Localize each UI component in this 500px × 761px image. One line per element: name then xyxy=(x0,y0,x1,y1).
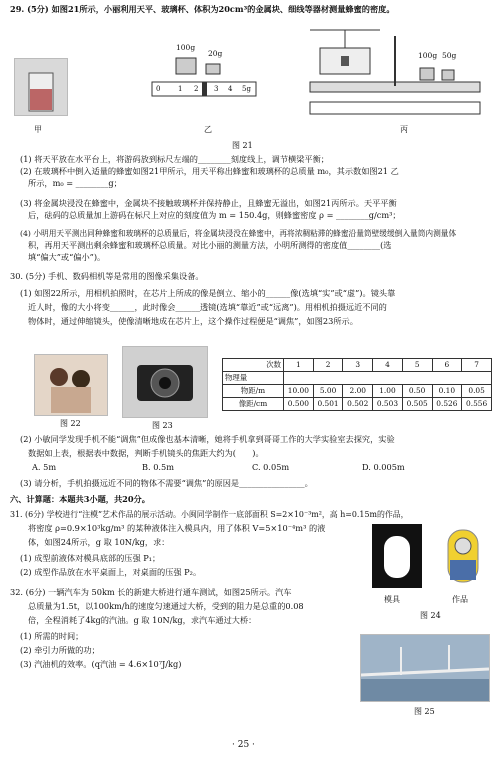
q30-line-2: 近人时，像的大小将变______，此时像会______透镜(选填“靠近”或“远离”)。用相机拍摄远近不同的 xyxy=(28,302,387,312)
figure-21c-balance-immersed xyxy=(300,26,482,124)
q31-line-1: 31. (6分) 学校进行“注模”艺术作品的展示活动。小闽同学制作一底部面积 S=2×10⁻³m²，高 h=0.15m的作品， xyxy=(10,510,409,519)
honey-glass-icon xyxy=(15,59,67,115)
table-cell: 1.00 xyxy=(373,385,403,398)
table-cell: 0.503 xyxy=(373,398,403,411)
scale-tick-0: 0 xyxy=(156,85,161,93)
q29-line-3: 所示，m₀ = ________g； xyxy=(28,178,122,188)
table-cell: 10.00 xyxy=(284,385,314,398)
figure-24-mold xyxy=(372,524,422,588)
table-header: 7 xyxy=(462,359,492,372)
figure-21a-label: 甲 xyxy=(34,125,42,134)
q30-option-a: A. 5m xyxy=(32,462,57,472)
q32-line-1: 32. (6分) 一辆汽车为 50km 长的新建大桥进行通车测试，如图25所示。汽车 xyxy=(10,587,292,597)
q30-line-3: 物体时，通过伸缩镜头，使像清晰地成在芯片上，这个操作过程便是“调焦”，如图23所示。 xyxy=(28,316,358,326)
scale-tick-5: 5g xyxy=(242,85,251,93)
table-header: 2 xyxy=(313,359,343,372)
q32-line-6: (3) 汽油机的效率。(q汽油 = 4.6×10⁷J/kg) xyxy=(20,659,182,669)
q30-option-b: B. 0.5m xyxy=(142,462,175,472)
figure-25-bridge-photo xyxy=(360,634,490,702)
table-row xyxy=(223,398,492,411)
table-header: 3 xyxy=(343,359,373,372)
figure-21b-balance-reading xyxy=(148,40,260,106)
weight-20g-label: 20g xyxy=(208,49,223,58)
table-cell: 0.05 xyxy=(462,385,492,398)
q31-line-3: 体，如图24所示，g 取 10N/kg，求： xyxy=(28,537,170,547)
focus-data-table xyxy=(222,358,492,411)
weight-100g-label-c: 100g xyxy=(418,51,438,60)
table-corner-top: 次数 xyxy=(266,360,281,370)
q29-line-8: 填“偏大”或“偏小”)。 xyxy=(28,252,106,262)
q31-line-5: (2) 成型作品放在水平桌面上，对桌面的压强 P₂。 xyxy=(20,567,202,577)
table-cell: 0.526 xyxy=(432,398,462,411)
q29-line-5: 后，砝码的总质量加上游码在标尺上对应的刻度值为 m = 150.4g，则蜂蜜密度 ρ = ________g/cm³； xyxy=(28,210,401,220)
page-number: · 25 · xyxy=(232,740,255,750)
table-cell: 0.500 xyxy=(284,398,314,411)
q29-stem: 29. (5分) 如图21所示，小丽利用天平、玻璃杯、体积为20cm³的金属块、细线等器材测量蜂蜜的密度。 xyxy=(10,4,395,14)
figure-21a-honey-glass xyxy=(14,58,68,116)
table-header: 1 xyxy=(284,359,314,372)
figure-24-work xyxy=(440,524,486,588)
weight-50g-label-c: 50g xyxy=(442,51,457,60)
q32-line-5: (2) 牵引力所做的功； xyxy=(20,645,100,655)
q29-line-4: (3) 将金属块浸没在蜂蜜中，金属块不接触玻璃杯并保持静止，且蜂蜜无溢出，如图21丙所示。天平平衡 xyxy=(20,198,397,208)
q30-stem: 30. (5分) 手机、数码相机等是常用的图像采集设备。 xyxy=(10,271,204,281)
weight-100g-label: 100g xyxy=(176,43,196,52)
table-cell: 0.501 xyxy=(313,398,343,411)
figure-23-camera-photo xyxy=(122,346,208,418)
section-6-heading: 六、计算题：本题共3小题，共20分。 xyxy=(10,494,150,504)
table-header: 6 xyxy=(432,359,462,372)
q30-line-1: (1) 如图22所示，用相机拍照时，在芯片上所成的像是倒立、缩小的______像(选填“实”或“虚”)。镜头靠 xyxy=(20,288,396,298)
table-cell: 5.00 xyxy=(313,385,343,398)
scale-tick-2: 2 xyxy=(194,85,199,93)
table-cell: 0.50 xyxy=(402,385,432,398)
scale-tick-3: 3 xyxy=(214,85,219,93)
figure-21b-label: 乙 xyxy=(204,125,212,134)
figure-23-caption: 图 23 xyxy=(152,421,173,430)
q29-line-7: 积，再用天平测出剩余蜂蜜和玻璃杯总质量。对比小丽的测量方法，小明所测得的密度值________(选 xyxy=(28,240,392,250)
table-cell: 2.00 xyxy=(343,385,373,398)
table-cell: 0.505 xyxy=(402,398,432,411)
figure-22-caption: 图 22 xyxy=(60,419,81,428)
q29-line-6: (4) 小明用天平测出同种蜂蜜和玻璃杯的总质量后，将金属块浸没在蜂蜜中，再将浓稠粘滞的蜂蜜沿量筒壁缓缓倒入量筒内测量体 xyxy=(20,229,457,238)
q31-line-4: (1) 成型前液体对模具底部的压强 P₁； xyxy=(20,553,161,563)
table-header: 5 xyxy=(402,359,432,372)
q30-part2-line-2: 数据如上表，根据表中数据，判断手机镜头的焦距大约为( )。 xyxy=(28,448,264,458)
scale-tick-4: 4 xyxy=(228,85,233,93)
table-row-label: 物距/m xyxy=(223,385,284,398)
table-corner-bottom: 物理量 xyxy=(225,373,248,383)
scale-tick-1: 1 xyxy=(178,85,183,93)
table-cell: 0.10 xyxy=(432,385,462,398)
figure-21-caption: 图 21 xyxy=(232,141,253,150)
table-subheader-row xyxy=(223,372,492,385)
q30-option-d: D. 0.005m xyxy=(362,462,405,472)
table-row xyxy=(223,385,492,398)
figure-24-mold-label: 模具 xyxy=(384,595,400,604)
q29-line-1: (1) 将天平放在水平台上，将游码放到标尺左端的________刻度线上，调节横梁平衡； xyxy=(20,154,329,164)
figure-24-caption: 图 24 xyxy=(420,611,441,620)
q30-part2-line-1: (2) 小敏同学发现手机不能“调焦”但成像也基本清晰，她将手机拿到哥哥工作的大学实验室去探究，实验 xyxy=(20,434,395,444)
q32-line-4: (1) 所需的时间； xyxy=(20,631,84,641)
q31-line-2: 将密度 ρ=0.9×10³kg/m³ 的某种液体注入模具内，用了体积 V=5×10⁻⁴m³ 的液 xyxy=(28,523,326,533)
q32-line-2: 总质量为1.5t，以100km/h的速度匀速通过大桥，受到的阻力是总重的0.08 xyxy=(28,601,304,611)
table-cell: 0.502 xyxy=(343,398,373,411)
table-header-row xyxy=(223,359,492,372)
table-header: 4 xyxy=(373,359,403,372)
figure-24-work-label: 作品 xyxy=(452,595,468,604)
figure-25-caption: 图 25 xyxy=(414,707,435,716)
q32-line-3: 倍，全程消耗了4kg的汽油。g 取 10N/kg，求汽车通过大桥： xyxy=(28,615,257,625)
figure-22-selfie-photo xyxy=(34,354,108,416)
table-cell: 0.556 xyxy=(462,398,492,411)
q30-part3: (3) 请分析，手机拍摄远近不同的物体不需要“调焦”的原因是________________。 xyxy=(20,478,313,488)
figure-21c-label: 丙 xyxy=(400,125,408,134)
q30-option-c: C. 0.05m xyxy=(252,462,290,472)
table-row-label: 像距/cm xyxy=(223,398,284,411)
q29-line-2: (2) 在玻璃杯中倒入适量的蜂蜜如图21甲所示，用天平称出蜂蜜和玻璃杯的总质量 m₀，其示数如图21 乙 xyxy=(20,166,399,176)
